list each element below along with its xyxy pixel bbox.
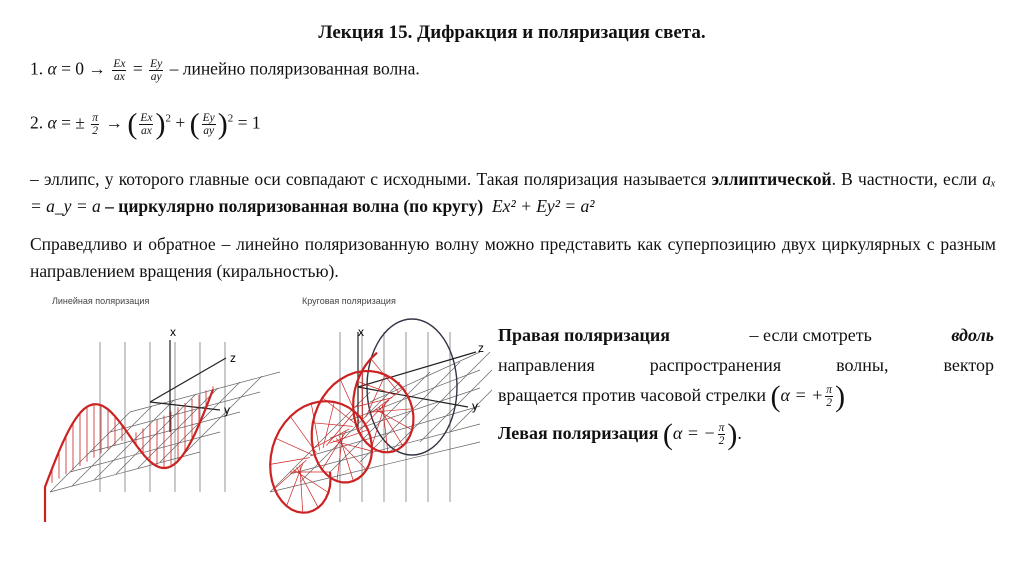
axis-z-right: z bbox=[478, 341, 484, 355]
right-line-3: вращается против часовой стрелки (α = + $\frac{\pi}{2}$ ) bbox=[498, 379, 846, 413]
fraction-ex-ax: $\frac{Ex}{ax}$ bbox=[140, 112, 153, 137]
bold-circular: – циркулярно поляризованная волна (по кругу) bbox=[100, 196, 484, 216]
ellipse-paragraph: – эллипс, у которого главные оси совпадают с исходными. Такая поляризация называется эллиптической. В частности, если aₓ = a_y = a – циркулярно поляризованная волна (по кругу) Ex² + Ey² = a² bbox=[30, 169, 996, 216]
fraction-pi-2: $\frac{\pi}{2}$ bbox=[92, 112, 99, 137]
alpha-plus: α = + bbox=[780, 385, 824, 405]
formula-ellipse: 2. α = ± $\frac{\pi}{2}$ → ( $\frac{Ex}{ax}$ )$^2$ + ( $\frac{Ey}{ay}$ )$^2$ = 1 bbox=[30, 107, 261, 141]
right-line-2: направления распространения волны, вектор bbox=[498, 355, 994, 375]
equals-one: = 1 bbox=[237, 112, 261, 133]
axis-x-left: x bbox=[170, 325, 176, 339]
fraction-ex-ax: $\frac{Ex}{ax}$ bbox=[113, 58, 126, 83]
item-number: 2. bbox=[30, 112, 44, 133]
right-line-1: Правая поляризация – если смотреть вдоль bbox=[498, 320, 994, 350]
equals-sign: = bbox=[132, 58, 143, 79]
fraction-ey-ay: $\frac{Ey}{ay}$ bbox=[150, 58, 163, 83]
left-grid bbox=[50, 340, 280, 492]
alpha-symbol: α bbox=[47, 58, 57, 79]
fraction-ey-ay: $\frac{Ey}{ay}$ bbox=[202, 112, 215, 137]
bold-left-polarization: Левая поляризация bbox=[498, 423, 659, 443]
plus-sign: + bbox=[175, 112, 186, 133]
item-number: 1. bbox=[30, 58, 44, 79]
equals-zero: = 0 → bbox=[61, 58, 106, 79]
axis-y-right: y bbox=[472, 399, 478, 413]
page-title: Лекция 15. Дифракция и поляризация света. bbox=[318, 22, 706, 43]
polarization-figure bbox=[40, 292, 492, 552]
bold-elliptical: эллиптической bbox=[711, 169, 832, 189]
left-polarization-line: Левая поляризация (α = − $\frac{\pi}{2}$ ). bbox=[498, 417, 742, 451]
superposition-paragraph: Справедливо и обратное – линейно поляризованную волну можно представить как суперпозицию двух циркулярных с разным направлением вращения (киральностью). bbox=[30, 234, 996, 281]
alpha-minus: α = − bbox=[672, 423, 716, 443]
right-caption: Круговая поляризация bbox=[302, 296, 396, 306]
arrow: → bbox=[105, 112, 123, 133]
math-circle-eq: Ex² + Ey² = a² bbox=[491, 196, 595, 216]
axis-y-left: y bbox=[224, 403, 230, 417]
alpha-symbol: α bbox=[47, 112, 57, 133]
linear-wave-text: – линейно поляризованная волна. bbox=[169, 58, 420, 79]
formula-linear bbox=[30, 58, 420, 83]
polarization-diagram bbox=[40, 292, 492, 552]
axis-x-right: x bbox=[358, 325, 364, 339]
italic-along: вдоль bbox=[951, 325, 994, 345]
axis-z-left: z bbox=[230, 351, 236, 365]
left-caption: Линейная поляризация bbox=[52, 296, 150, 306]
bold-right-polarization: Правая поляризация bbox=[498, 325, 671, 345]
polarization-definitions bbox=[498, 320, 994, 451]
math-a-equal: aₓ = a_y = a bbox=[30, 169, 996, 216]
equals-plus-minus: = ± bbox=[61, 112, 85, 133]
